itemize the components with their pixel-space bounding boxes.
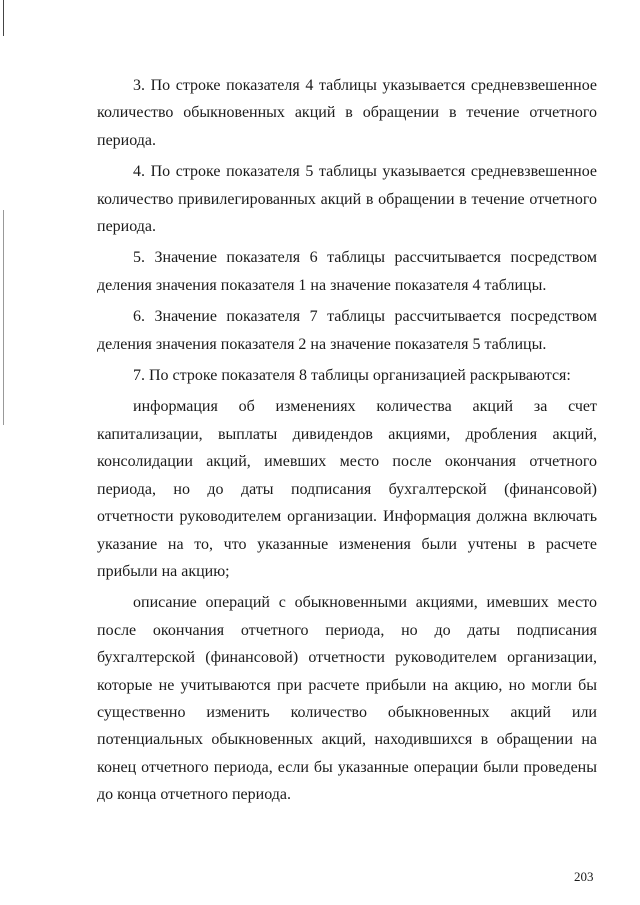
scan-edge-mark-top: [3, 0, 4, 36]
page-number: 203: [574, 869, 594, 884]
paragraph-item-3: 3. По строке показателя 4 таблицы указывается средневзвешенное количество обыкновенных акций в обращении в течение отчетного периода.: [97, 77, 597, 149]
paragraph-item-6: 6. Значение показателя 7 таблицы рассчитывается посредством деления значения показателя 2 на значение показателя 5 таблицы.: [97, 308, 597, 353]
paragraph-item-4: 4. По строке показателя 5 таблицы указывается средневзвешенное количество привилегированных акций в обращении в течение отчетного периода.: [97, 163, 597, 236]
paragraph-share-changes-info: информация об изменениях количества акций за счет капитализации, выплаты дивидендов акциями, дробления акций, консолидации акций, имевших место после окончания отчетного периода, но до даты подписания бухгалтерской (финансовой) отчетности руководителем организации. Информация должна включать указание на то, что указанные изменения были учтены в расчете прибыли на акцию;: [97, 398, 597, 580]
paragraph-operations-description: описание операций с обыкновенными акциями, имевших место после окончания отчетного периода, но до даты подписания бухгалтерской (финансовой) отчетности руководителем организации, которые не учитываются при расчете прибыли на акцию, но могли бы существенно изменить количество обыкновенных акций или потенциальных обыкновенных акций, находившихся в обращении на конец отчетного периода, если бы указанные операции были проведены до конца отчетного периода.: [97, 594, 597, 804]
paragraph-item-5: 5. Значение показателя 6 таблицы рассчитывается посредством деления значения показателя 1 на значение показателя 4 таблицы.: [97, 249, 597, 294]
document-body: [97, 72, 597, 809]
paragraph-item-7: 7. По строке показателя 8 таблицы организацией раскрываются:: [133, 367, 571, 385]
scan-edge-mark-middle: [3, 210, 4, 425]
